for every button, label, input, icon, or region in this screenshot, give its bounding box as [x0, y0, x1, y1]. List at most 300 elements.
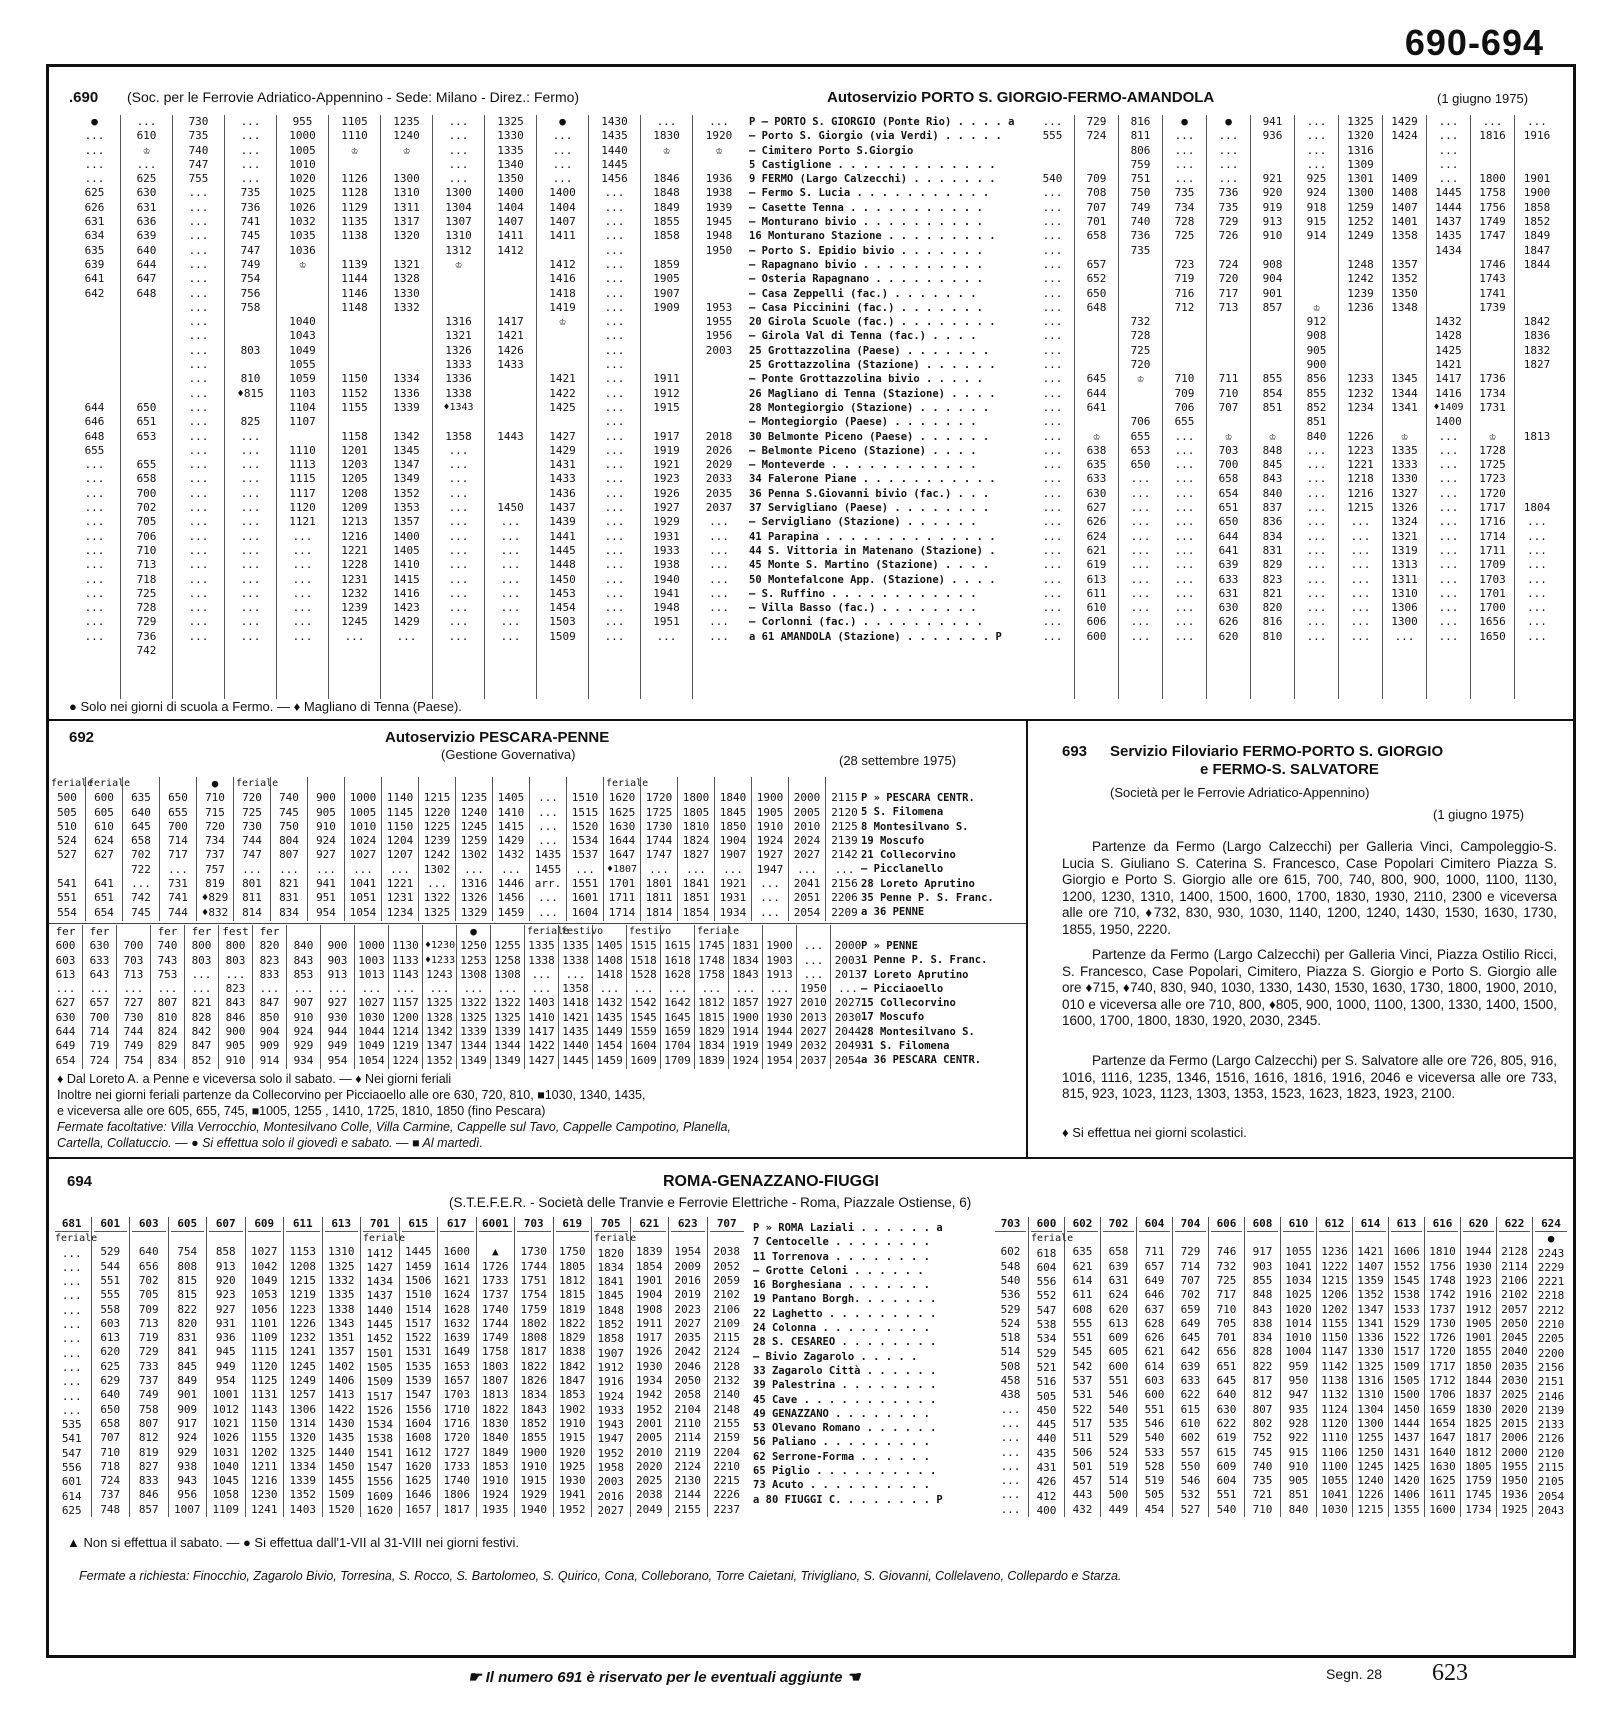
time-cell: 1000 [349, 791, 377, 805]
time-cell: 2125 [831, 819, 858, 833]
time-cell: 1440 [601, 143, 628, 157]
time-cell: 603 [100, 1316, 121, 1330]
time-cell: 1403 [289, 1502, 316, 1516]
time-cell: 1751 [520, 1273, 547, 1287]
station-name: a 36 PESCARA CENTR. [861, 1054, 982, 1067]
station-name: 7 Centocelle . . . . . . . . [753, 1236, 931, 1249]
timetable-column [1461, 1217, 1497, 1517]
time-cell: 849 [177, 1374, 198, 1388]
time-cell: ... [500, 515, 521, 529]
time-cell: ... [240, 572, 261, 586]
time-cell: 628 [1144, 1316, 1165, 1330]
timetable-column [631, 1217, 670, 1517]
station-name: a 80 FIUGGI C. . . . . . . . P [753, 1493, 943, 1506]
t694-title: ROMA-GENAZZANO-FIUGGI [663, 1173, 879, 1190]
time-cell: 703 [1218, 443, 1239, 457]
time-cell: 644 [55, 1025, 76, 1039]
time-cell: 551 [1108, 1374, 1129, 1388]
time-cell: ... [448, 586, 469, 600]
time-cell: 1443 [497, 429, 524, 443]
time-cell: ... [709, 543, 729, 557]
time-cell [1429, 272, 1468, 286]
time-cell [1253, 415, 1292, 429]
timetable-column [185, 925, 219, 1069]
time-cell: 647 [136, 272, 157, 286]
time-cell: 1215 [1347, 501, 1374, 515]
time-cell: ... [1350, 615, 1371, 629]
time-cell: 729 [1180, 1245, 1201, 1259]
t690-left-grid [69, 115, 745, 699]
time-cell: 440 [1036, 1432, 1057, 1446]
time-cell: 1449 [596, 1025, 623, 1039]
time-cell: 936 [1262, 129, 1283, 143]
time-cell: 600 [94, 791, 114, 805]
timetable-column [121, 115, 173, 699]
time-cell: 619 [1216, 1431, 1237, 1445]
station-name: — Belmonte Piceno (Stazione) . . . . [749, 444, 977, 457]
time-cell: ... [500, 629, 521, 643]
time-cell: 732 [1216, 1259, 1237, 1273]
time-cell: 508 [1000, 1359, 1021, 1373]
time-cell [1103, 1232, 1134, 1245]
time-cell: 1139 [341, 257, 368, 271]
time-cell: 1858 [597, 1332, 624, 1346]
time-cell: 1250 [460, 939, 487, 953]
time-cell: 817 [1252, 1374, 1273, 1388]
time-cell [539, 329, 586, 343]
time-cell: 1901 [636, 1273, 663, 1287]
time-cell: 713 [1218, 300, 1239, 314]
time-cell: 1142 [1321, 1359, 1348, 1373]
timetable-column [826, 777, 863, 921]
timetable-column [151, 925, 185, 1069]
time-cell: 828 [1252, 1345, 1273, 1359]
timetable-column [123, 777, 160, 921]
time-cell: 1109 [251, 1331, 278, 1345]
time-cell: ... [84, 458, 105, 472]
time-cell: 548 [1000, 1259, 1021, 1273]
time-cell: 1711 [1479, 543, 1506, 557]
time-cell: 1334 [289, 1459, 316, 1473]
timetable-column [592, 1217, 637, 1517]
time-cell: 1936 [705, 172, 733, 186]
station-name: — Grotte Celoni . . . . . . [753, 1264, 924, 1277]
time-cell: ... [188, 586, 209, 600]
time-cell: ... [1042, 558, 1063, 572]
time-cell: ... [84, 515, 105, 529]
time-cell [273, 777, 305, 791]
time-cell: 1031 [212, 1445, 239, 1459]
time-cell: 1852 [1523, 215, 1551, 229]
column-header: 702 [1103, 1217, 1134, 1232]
timetable-column [382, 777, 419, 921]
time-cell: 1659 [664, 1025, 691, 1039]
time-cell: 1720 [443, 1431, 470, 1445]
time-cell: 1653 [443, 1359, 470, 1373]
time-cell: ... [497, 982, 518, 996]
time-cell: 1850 [1465, 1359, 1492, 1373]
time-cell: 627 [55, 996, 76, 1010]
time-cell: 1744 [482, 1316, 509, 1330]
time-cell: 719 [1174, 272, 1195, 286]
time-cell: 1258 [494, 953, 521, 967]
time-cell: 1950 [800, 982, 827, 996]
time-cell: 2050 [1501, 1316, 1528, 1330]
time-cell: 1938 [705, 186, 733, 200]
time-cell: 621 [1086, 543, 1107, 557]
time-cell [421, 777, 453, 791]
time-cell [383, 358, 430, 372]
time-cell: ... [188, 243, 209, 257]
time-cell: 1450 [549, 572, 576, 586]
time-cell: 1352 [1357, 1288, 1384, 1302]
t693-footnote: ♦ Si effettua nei giorni scolastici. [1062, 1125, 1247, 1140]
time-cell: 644 [84, 400, 105, 414]
time-cell: 620 [1108, 1302, 1129, 1316]
time-cell: 1640 [1429, 1445, 1456, 1459]
time-cell: 701 [1086, 215, 1107, 229]
column-header: 611 [286, 1217, 320, 1232]
time-cell: ... [1306, 586, 1327, 600]
time-cell: 917 [1252, 1245, 1273, 1259]
station-name: 26 Magliano di Tenna (Stazione) . . . . [749, 387, 996, 400]
time-cell: 1005 [349, 805, 377, 819]
time-cell: 1445 [549, 543, 576, 557]
time-cell [1499, 1232, 1530, 1245]
time-cell: 1325 [1357, 1359, 1384, 1373]
time-cell: 547 [1036, 1303, 1057, 1317]
time-cell [487, 258, 534, 272]
time-cell: 1352 [393, 486, 420, 500]
station-name: a 36 PENNE [861, 906, 925, 919]
time-cell: 1816 [1479, 129, 1506, 143]
time-cell: 1749 [482, 1331, 509, 1345]
time-cell: ... [1350, 529, 1371, 543]
time-cell: 930 [327, 1010, 348, 1024]
time-cell: 2205 [1537, 1332, 1565, 1346]
time-cell: ... [604, 372, 625, 386]
time-cell [1165, 244, 1204, 258]
time-cell: 1940 [653, 572, 680, 586]
time-cell: 620 [100, 1345, 121, 1359]
timetable-column [438, 1217, 477, 1517]
time-cell: 630 [55, 1010, 76, 1024]
time-cell: 1157 [392, 996, 419, 1010]
time-cell: 658 [1086, 229, 1107, 243]
time-cell: 1308 [494, 967, 521, 981]
time-cell: ... [803, 939, 824, 953]
time-cell: 838 [1252, 1316, 1273, 1330]
time-cell: ... [448, 486, 469, 500]
time-cell: 1121 [289, 515, 316, 529]
time-cell: 1711 [608, 891, 636, 905]
time-cell: 1243 [426, 967, 453, 981]
time-cell: 2133 [1537, 1418, 1565, 1432]
time-cell: 920 [215, 1273, 236, 1287]
time-cell [71, 301, 118, 315]
column-header: 614 [1355, 1217, 1386, 1232]
time-cell: 1712 [1429, 1374, 1456, 1388]
time-cell: 1153 [289, 1245, 316, 1259]
time-cell: 929 [293, 1039, 314, 1053]
time-cell: 1231 [386, 891, 414, 905]
timetable-column [86, 777, 131, 921]
time-cell: ... [1438, 572, 1459, 586]
time-cell: 653 [136, 429, 157, 443]
time-cell: 1703 [1479, 572, 1506, 586]
time-cell: ● [1181, 115, 1188, 128]
time-cell: 625 [100, 1359, 121, 1373]
time-cell: ... [769, 982, 790, 996]
time-cell: 708 [1086, 186, 1107, 200]
time-cell [331, 244, 378, 258]
time-cell: ... [188, 572, 209, 586]
time-cell: ... [1042, 386, 1063, 400]
time-cell: 1535 [405, 1359, 432, 1373]
timetable-column [49, 777, 94, 921]
timetable-column [197, 777, 234, 921]
timetable-column [554, 1217, 593, 1517]
time-cell: 528 [1144, 1459, 1165, 1473]
time-cell: 1955 [705, 315, 733, 329]
time-cell: 1410 [393, 558, 420, 572]
time-cell: 610 [1180, 1416, 1201, 1430]
time-cell: 1827 [682, 848, 710, 862]
column-header: 620 [1463, 1217, 1494, 1232]
t692-date: (28 settembre 1975) [839, 753, 957, 768]
time-cell: 2037 [800, 1053, 827, 1067]
timetable-column [117, 925, 151, 1069]
station-name: 5 Castiglione . . . . . . . . . . . . . [749, 158, 996, 171]
time-cell: 1101 [251, 1316, 278, 1330]
time-cell: 1445 [1435, 186, 1462, 200]
time-cell: 626 [84, 200, 105, 214]
timetable-column [1173, 1217, 1209, 1517]
time-cell: ... [1350, 558, 1371, 572]
time-cell: 649 [55, 1039, 76, 1053]
time-cell: 521 [1036, 1360, 1057, 1374]
time-cell: 2114 [1501, 1259, 1528, 1273]
time-cell: feriale [606, 778, 649, 789]
time-cell: 1545 [1393, 1273, 1420, 1287]
time-cell: ● [91, 115, 98, 128]
timetable-column [287, 925, 321, 1069]
time-cell [391, 925, 420, 939]
time-cell: 1538 [1393, 1288, 1420, 1302]
time-cell: 1935 [482, 1502, 509, 1516]
time-cell: ... [84, 615, 105, 629]
time-cell: 1849 [1523, 229, 1551, 243]
column-header: 705 [594, 1217, 628, 1232]
time-cell: 1003 [358, 953, 385, 967]
time-cell: 1815 [559, 1288, 586, 1302]
time-cell [643, 415, 690, 429]
time-cell: 1756 [1479, 200, 1506, 214]
time-cell: 1910 [559, 1416, 586, 1430]
time-cell: 1749 [1479, 215, 1506, 229]
station-name: 45 Monte S. Martino (Stazione) . . . . [749, 559, 990, 572]
time-cell: ... [604, 315, 625, 329]
time-cell: 1459 [405, 1259, 432, 1273]
station-name: — S. Ruffino . . . . . . . . . . . . [749, 587, 977, 600]
time-cell: 1941 [653, 586, 680, 600]
time-cell: 1435 [328, 1431, 355, 1445]
time-cell: 458 [1000, 1374, 1021, 1388]
time-cell: ... [188, 343, 209, 357]
time-cell: 1228 [341, 558, 368, 572]
time-cell: ... [552, 143, 573, 157]
time-cell: 1850 [719, 819, 747, 833]
time-cell: 1518 [630, 953, 657, 967]
time-cell [1077, 315, 1116, 329]
time-cell: 938 [177, 1459, 198, 1473]
time-cell: 711 [1218, 372, 1239, 386]
time-cell: ... [361, 982, 382, 996]
time-cell: 754 [240, 272, 261, 286]
time-cell: 1110 [341, 129, 368, 143]
time-cell: 1335 [562, 939, 589, 953]
station-name: 28 Montesilvano S. [861, 1025, 975, 1038]
time-cell: 519 [1108, 1459, 1129, 1473]
time-cell: 1035 [289, 229, 316, 243]
time-cell: 1321 [1391, 529, 1418, 543]
time-cell: 1600 [1429, 1502, 1456, 1516]
time-cell: 1339 [289, 1474, 316, 1488]
time-cell: ... [84, 157, 105, 171]
station-name: 11 Torrenova . . . . . . . . [753, 1250, 931, 1263]
time-cell: 529 [1036, 1346, 1057, 1360]
time-cell: 1322 [460, 996, 487, 1010]
time-cell: 655 [168, 805, 188, 819]
time-cell: 412 [1036, 1489, 1057, 1503]
time-cell [1209, 415, 1248, 429]
time-cell: ... [1438, 172, 1459, 186]
time-cell: 1010 [349, 819, 377, 833]
time-cell: 725 [1174, 229, 1195, 243]
time-cell [487, 287, 534, 301]
time-cell: 735 [1218, 200, 1239, 214]
time-cell: ... [136, 115, 157, 128]
time-cell [539, 415, 586, 429]
time-cell: 554 [57, 905, 77, 919]
time-cell: 546 [1144, 1416, 1165, 1430]
time-cell: ... [604, 272, 625, 286]
time-cell [1517, 372, 1557, 386]
time-cell: 1310 [328, 1245, 355, 1259]
time-cell: 558 [100, 1302, 121, 1316]
time-cell: 1559 [630, 1025, 657, 1039]
timetable-column [419, 777, 456, 921]
time-cell: ♔ [351, 143, 358, 157]
time-cell: 1923 [1465, 1273, 1492, 1287]
time-cell [517, 1232, 551, 1245]
time-cell: 705 [136, 515, 157, 529]
time-cell: 834 [1262, 529, 1283, 543]
time-cell: 2210 [713, 1459, 740, 1473]
time-cell: 643 [89, 967, 110, 981]
time-cell: 947 [1288, 1388, 1309, 1402]
time-cell: 709 [138, 1302, 159, 1316]
time-cell: festivo [629, 926, 672, 937]
time-cell: 1628 [664, 967, 691, 981]
time-cell: 650 [168, 791, 188, 805]
time-cell: 1400 [393, 529, 420, 543]
time-cell [1341, 358, 1380, 372]
time-cell: 730 [188, 115, 209, 128]
time-cell: 540 [1216, 1502, 1237, 1516]
time-cell: ... [604, 186, 625, 200]
time-cell: 1659 [1429, 1402, 1456, 1416]
time-cell: 819 [205, 877, 225, 891]
time-cell: 1734 [1465, 1502, 1492, 1516]
time-cell: ... [1000, 1445, 1021, 1459]
time-cell: 1417 [1435, 372, 1462, 386]
station-name: — Villa Basso (fac.) . . . . . . . . [749, 602, 977, 615]
time-cell: ... [500, 615, 521, 629]
footer-page-number: 623 [1432, 1660, 1468, 1686]
time-cell: 1219 [289, 1288, 316, 1302]
time-cell [479, 1232, 513, 1245]
time-cell [493, 925, 522, 939]
time-cell [680, 777, 712, 791]
time-cell: 1310 [393, 186, 420, 200]
time-cell: 2054 [1537, 1489, 1565, 1503]
time-cell [1429, 258, 1468, 272]
time-cell: ... [1527, 586, 1547, 600]
timetable-column [693, 115, 745, 699]
time-cell [1247, 1232, 1278, 1245]
time-cell [539, 344, 586, 358]
time-cell [71, 358, 118, 372]
time-cell: 1826 [520, 1374, 547, 1388]
timetable-column [604, 777, 649, 921]
time-cell: 1917 [653, 429, 680, 443]
time-cell: 1344 [1391, 386, 1418, 400]
time-cell: 1333 [445, 358, 472, 372]
time-cell: 1221 [1347, 458, 1374, 472]
time-cell [1175, 1232, 1206, 1245]
time-cell: 654 [55, 1053, 76, 1067]
time-cell: 1148 [341, 300, 368, 314]
time-cell: ... [84, 529, 105, 543]
timetable-column [537, 115, 589, 699]
time-cell: 631 [1108, 1273, 1129, 1287]
time-cell: 829 [157, 1039, 178, 1053]
time-cell: 737 [100, 1488, 121, 1502]
time-cell: 613 [1108, 1316, 1129, 1330]
time-cell [383, 344, 430, 358]
time-cell: 1515 [630, 939, 657, 953]
time-cell [71, 315, 118, 329]
time-cell: 2006 [1501, 1431, 1528, 1445]
time-cell [731, 925, 760, 939]
time-cell: 2221 [1537, 1275, 1565, 1289]
time-cell: 710 [1218, 386, 1239, 400]
time-cell: 1316 [1347, 143, 1374, 157]
time-cell: 1007 [174, 1502, 201, 1516]
time-cell: 505 [57, 805, 77, 819]
time-cell: 1056 [251, 1302, 278, 1316]
time-cell: 1608 [405, 1431, 432, 1445]
time-cell: ... [188, 558, 209, 572]
timetable-column [1383, 115, 1427, 699]
time-cell: ... [1438, 586, 1459, 600]
time-cell: 1824 [682, 834, 710, 848]
time-cell: 1910 [520, 1459, 547, 1473]
time-cell: ... [1482, 115, 1503, 128]
time-cell: 2041 [793, 877, 821, 891]
time-cell: 1430 [328, 1416, 355, 1430]
